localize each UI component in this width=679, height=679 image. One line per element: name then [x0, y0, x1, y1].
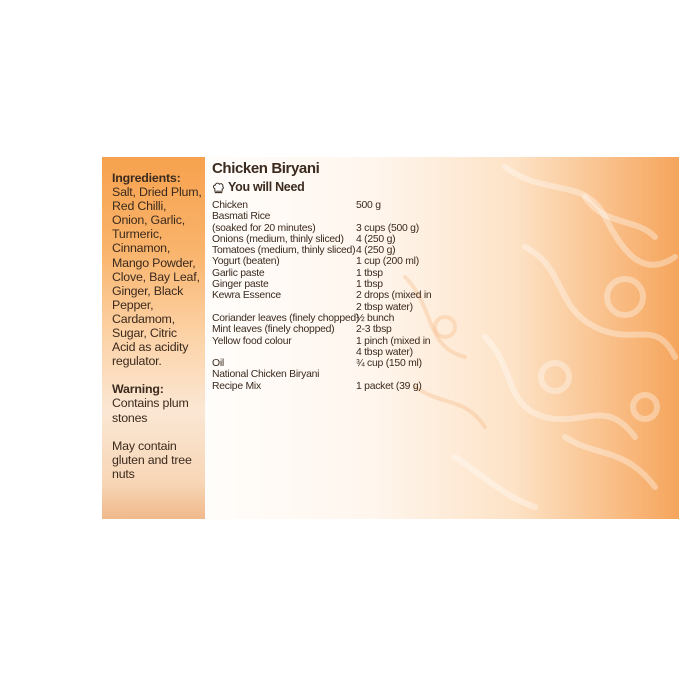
recipe-row	[212, 369, 452, 380]
ingredient-name: (soaked for 20 minutes)	[212, 222, 316, 234]
recipe-row	[212, 234, 452, 245]
ingredient-quantity: 1 tbsp	[356, 267, 383, 279]
ingredient-name: Kewra Essence	[212, 290, 281, 302]
recipe-subtitle	[212, 180, 304, 194]
ingredient-quantity: 4 (250 g)	[356, 245, 396, 257]
ingredient-quantity: ½ bunch	[356, 312, 395, 324]
ingredients-block	[112, 171, 202, 481]
warning-heading: Warning:	[112, 382, 164, 397]
ingredient-quantity: 1 tbsp	[356, 279, 383, 291]
ingredient-quantity: ¾ cup (150 ml)	[356, 358, 422, 370]
ingredient-name: Yellow food colour	[212, 335, 292, 347]
ingredient-name: National Chicken Biryani	[212, 369, 320, 381]
ingredient-name: Recipe Mix	[212, 380, 261, 392]
ingredient-quantity: 1 packet (39 g)	[356, 380, 422, 392]
recipe-row	[212, 279, 452, 290]
ingredient-name: Ginger paste	[212, 279, 269, 291]
ingredient-name: Garlic paste	[212, 267, 265, 279]
ingredient-quantity: 4 (250 g)	[356, 233, 396, 245]
recipe-row	[212, 200, 452, 211]
ingredient-name: Onions (medium, thinly sliced)	[212, 233, 344, 245]
ingredient-name: Oil	[212, 358, 224, 370]
ingredients-list: Salt, Dried Plum, Red Chilli, Onion, Garlic, Turmeric, Cinnamon, Mango Powder, Clove, Bay Leaf, Ginger, Black Pepper, Cardamom, Sugar, Citric Acid as acidity regulator.	[112, 185, 202, 369]
recipe-row	[212, 223, 452, 234]
ingredient-name: Mint leaves (finely chopped)	[212, 324, 335, 336]
ingredient-quantity: 2-3 tbsp	[356, 324, 392, 336]
recipe-row	[212, 358, 452, 369]
recipe-row	[212, 256, 452, 267]
ingredient-quantity: 4 tbsp water)	[356, 346, 413, 358]
warning-text: Contains plum stones	[112, 396, 189, 425]
ingredients-heading: Ingredients:	[112, 171, 181, 185]
allergen-text: May contain gluten and tree nuts	[112, 438, 192, 481]
recipe-row	[212, 211, 452, 222]
ingredient-quantity: 2 tbsp water)	[356, 301, 413, 313]
ingredient-quantity-list	[212, 200, 452, 392]
chef-hat-icon	[212, 181, 225, 194]
recipe-title: Chicken Biryani	[212, 160, 320, 177]
ingredient-quantity: 1 pinch (mixed in	[356, 335, 431, 347]
recipe-row	[212, 290, 452, 301]
recipe-row	[212, 268, 452, 279]
recipe-row	[212, 245, 452, 256]
ingredient-quantity: 500 g	[356, 200, 381, 211]
recipe-card	[102, 157, 679, 519]
recipe-row	[212, 302, 452, 313]
ingredient-quantity: 3 cups (500 g)	[356, 222, 419, 234]
ingredient-name: Coriander leaves (finely chopped)	[212, 312, 360, 324]
ingredient-quantity: 2 drops (mixed in	[356, 290, 432, 302]
ingredients-panel	[102, 157, 205, 519]
recipe-row	[212, 313, 452, 324]
ingredient-name: Tomatoes (medium, thinly sliced)	[212, 245, 356, 257]
subtitle-text: You will Need	[228, 180, 305, 194]
recipe-row	[212, 324, 452, 335]
ingredient-quantity: 1 cup (200 ml)	[356, 256, 419, 268]
ingredient-name: Yogurt (beaten)	[212, 256, 280, 268]
recipe-row	[212, 336, 452, 347]
ingredient-name: Chicken	[212, 200, 248, 211]
ingredient-name: Basmati Rice	[212, 211, 271, 223]
recipe-row	[212, 381, 452, 392]
recipe-row	[212, 347, 452, 358]
